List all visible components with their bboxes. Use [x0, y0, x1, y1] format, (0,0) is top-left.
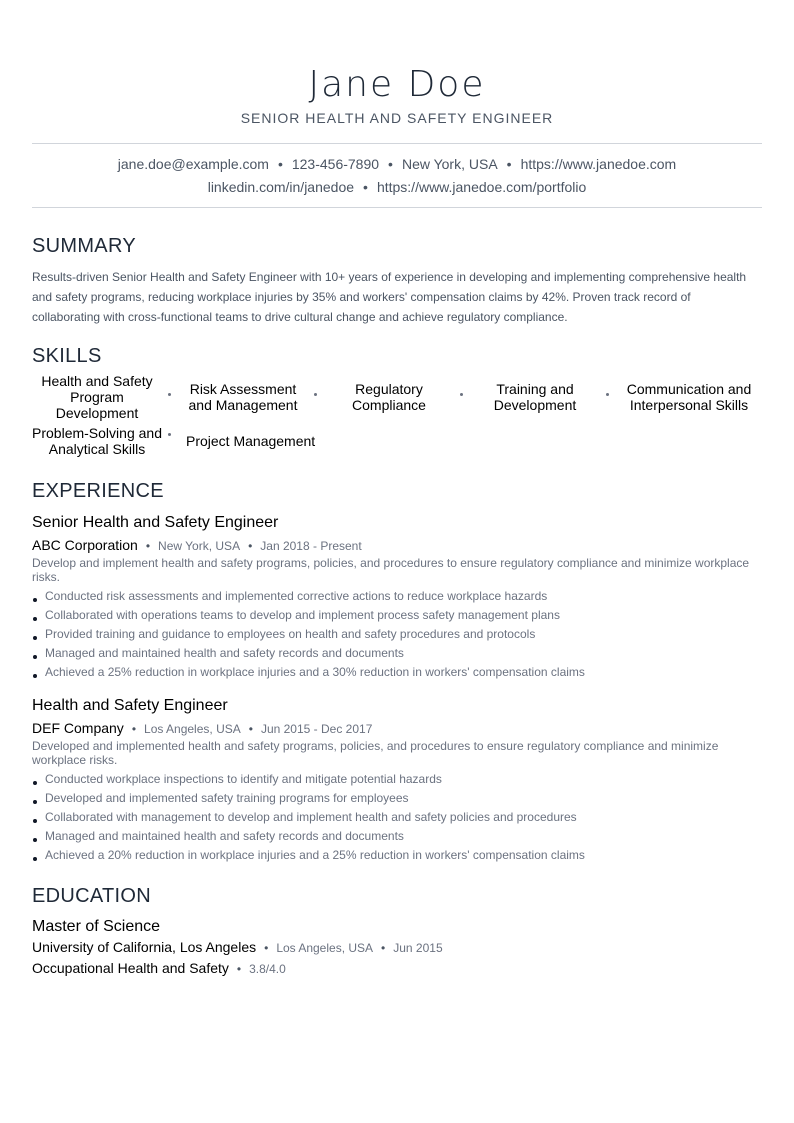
contact-linkedin[interactable]: linkedin.com/in/janedoe [207, 179, 355, 195]
summary-heading: SUMMARY [32, 235, 136, 257]
skill-separator-dot [168, 393, 171, 396]
meta-separator: • [145, 539, 151, 553]
contact-separator: • [388, 156, 393, 172]
achievement-item: Achieved a 20% reduction in workplace injuries and a 25% reduction in workers' compensation claims [32, 846, 762, 865]
skills-heading: SKILLS [32, 345, 102, 367]
candidate-title: SENIOR HEALTH AND SAFETY ENGINEER [240, 110, 554, 126]
job-meta [32, 719, 762, 738]
education-gpa: 3.8/4.0 [249, 962, 286, 976]
resume-page [32, 0, 762, 979]
skill-separator-dot [168, 433, 171, 436]
contact-separator: • [506, 156, 512, 172]
achievement-item: Conducted risk assessments and implemented corrective actions to reduce workplace hazards [32, 587, 762, 606]
job-achievements [32, 770, 762, 865]
achievement-item: Managed and maintained health and safety records and documents [32, 644, 762, 663]
education-heading: EDUCATION [32, 885, 151, 907]
job-location: New York, USA [158, 539, 241, 553]
education-date: Jun 2015 [393, 941, 443, 955]
skill-item: Problem-Solving and Analytical Skills [32, 425, 162, 457]
skill-item: Regulatory Compliance [352, 381, 426, 413]
education-field-line [32, 958, 762, 979]
skill-item: Risk Assessment and Management [188, 381, 298, 413]
job-dates: Jan 2018 - Present [260, 539, 362, 553]
achievement-item: Collaborated with management to develop and implement health and safety policies and procedures [32, 808, 762, 827]
job-achievements [32, 587, 762, 682]
contact-portfolio[interactable]: https://www.janedoe.com/portfolio [376, 179, 587, 195]
contact-email[interactable]: jane.doe@example.com [117, 156, 269, 172]
contact-website[interactable]: https://www.janedoe.com [520, 156, 677, 172]
meta-separator: • [236, 962, 242, 976]
contact-separator: • [363, 179, 368, 195]
skill-item: Communication and Interpersonal Skills [626, 381, 752, 413]
job-description: Developed and implemented health and safety programs, policies, and procedures to ensure regulatory compliance and minimize workplace risks. [32, 739, 719, 767]
meta-separator: • [248, 539, 253, 553]
job-title: Health and Safety Engineer [32, 697, 228, 714]
job-description: Develop and implement health and safety programs, policies, and procedures to ensure regulatory compliance and minimize workplace risks. [32, 556, 750, 584]
contact-separator: • [277, 156, 283, 172]
achievement-item: Provided training and guidance to employees on health and safety procedures and protocols [32, 625, 762, 644]
meta-separator: • [381, 941, 386, 955]
achievement-item: Developed and implemented safety training programs for employees [32, 789, 762, 808]
job-dates: Jun 2015 - Dec 2017 [260, 722, 373, 736]
meta-separator: • [264, 941, 269, 955]
skill-separator-dot [314, 393, 317, 396]
skill-separator-dot [460, 393, 463, 396]
contact-phone[interactable]: 123-456-7890 [291, 156, 380, 172]
contact-location: New York, USA [401, 156, 498, 172]
contact-line-1 [32, 153, 762, 176]
education-degree: Master of Science [32, 918, 161, 935]
job-company: DEF Company [32, 720, 124, 736]
skill-item: Project Management [186, 433, 316, 449]
education-field: Occupational Health and Safety [32, 960, 229, 976]
achievement-item: Collaborated with operations teams to develop and implement process safety management plans [32, 606, 762, 625]
meta-separator: • [248, 722, 253, 736]
job-location: Los Angeles, USA [144, 722, 241, 736]
skill-separator-dot [606, 393, 609, 396]
job-entry [32, 513, 762, 682]
job-title: Senior Health and Safety Engineer [32, 514, 279, 531]
contact-line-2 [32, 176, 762, 199]
education-school: University of California, Los Angeles [32, 939, 257, 955]
skills-grid [32, 373, 762, 457]
achievement-item: Achieved a 25% reduction in workplace injuries and a 30% reduction in workers' compensation claims [32, 663, 762, 682]
skill-item: Health and Safety Program Development [41, 373, 153, 421]
education-location: Los Angeles, USA [276, 941, 374, 955]
contact-info [32, 144, 762, 207]
education-school-line [32, 937, 762, 958]
candidate-name: Jane Doe [308, 64, 486, 105]
job-entry [32, 696, 762, 865]
skill-item: Training and Development [493, 381, 577, 413]
experience-heading: EXPERIENCE [32, 480, 164, 502]
achievement-item: Managed and maintained health and safety records and documents [32, 827, 762, 846]
header-divider-bottom [32, 207, 762, 208]
summary-text: Results-driven Senior Health and Safety Engineer with 10+ years of experience in developing and implementing comprehensive health and safety programs, reducing workplace injuries by 35% and workers' compensation claims by 42%. Proven track record of collaborating with cross-functional teams to drive cultural change and achieve regulatory compliance. [32, 270, 747, 324]
job-meta [32, 536, 762, 555]
meta-separator: • [131, 722, 137, 736]
resume-header [32, 63, 762, 127]
achievement-item: Conducted workplace inspections to identify and mitigate potential hazards [32, 770, 762, 789]
job-company: ABC Corporation [32, 537, 138, 553]
